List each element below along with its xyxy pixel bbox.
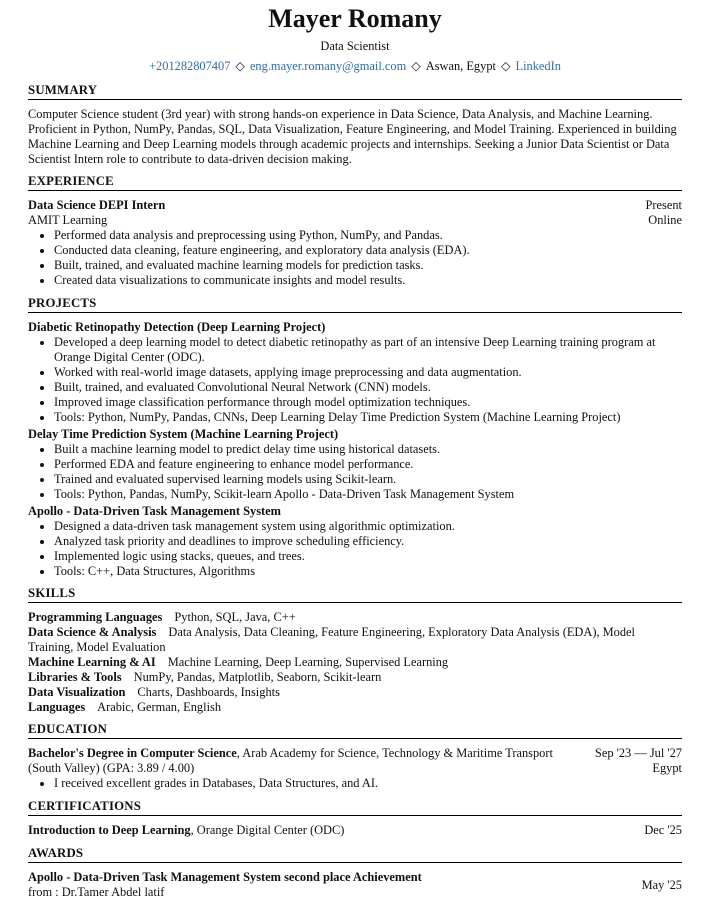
list-item: • Improved image classification performance through model optimization techniques. (54, 395, 682, 410)
list-item: • Designed a data-driven task management system using algorithmic optimization. (54, 519, 682, 534)
contact-line (28, 59, 682, 74)
skill-label: Data Visualization (28, 685, 126, 699)
job-title: Data Scientist (320, 39, 390, 53)
skill-value: Arabic, German, English (97, 700, 222, 714)
candidate-name: Mayer Romany (268, 4, 442, 33)
list-item: • Implemented logic using stacks, queues, and trees. (54, 549, 682, 564)
skill-label: Libraries & Tools (28, 670, 122, 684)
education-bullets (28, 776, 682, 791)
list-item: • Tools: C++, Data Structures, Algorithms (54, 564, 682, 579)
list-item: • I received excellent grades in Databases, Data Structures, and AI. (54, 776, 682, 791)
list-item: • Analyzed task priority and deadlines to improve scheduling efficiency. (54, 534, 682, 549)
list-item: • Trained and evaluated supervised learning models using Scikit-learn. (54, 472, 682, 487)
linkedin-link[interactable]: LinkedIn (515, 59, 561, 73)
separator-icon: ◇ (411, 59, 421, 73)
skill-row (28, 685, 682, 700)
award-name: Apollo - Data-Driven Task Management System second place Achievement (28, 870, 422, 884)
list-item: • Built, trained, and evaluated machine learning models for prediction tasks. (54, 258, 682, 273)
education-location: Egypt (652, 761, 682, 775)
summary-section (28, 82, 682, 167)
education-heading: EDUCATION (28, 721, 682, 739)
project-title: Diabetic Retinopathy Detection (Deep Learning Project) (28, 320, 326, 334)
experience-bullets (28, 228, 682, 288)
project-entry (28, 504, 682, 579)
certifications-section (28, 798, 682, 838)
projects-heading: PROJECTS (28, 295, 682, 313)
awards-section (28, 845, 682, 900)
skill-label: Machine Learning & AI (28, 655, 156, 669)
list-item: • Performed EDA and feature engineering to enhance model performance. (54, 457, 682, 472)
summary-heading: SUMMARY (28, 82, 682, 100)
skills-heading: SKILLS (28, 585, 682, 603)
experience-section (28, 173, 682, 288)
email-link[interactable]: eng.mayer.romany@gmail.com (249, 59, 407, 73)
list-item: • Tools: Python, NumPy, Pandas, CNNs, Deep Learning Delay Time Prediction System (Machine Learning Project) (54, 410, 682, 425)
experience-company: AMIT Learning (28, 213, 108, 227)
award-from: from : Dr.Tamer Abdel latif (28, 885, 165, 899)
certification-issuer: , Orange Digital Center (ODC) (190, 823, 345, 837)
project-title: Delay Time Prediction System (Machine Learning Project) (28, 427, 339, 441)
project-bullets (28, 442, 682, 502)
project-bullets (28, 335, 682, 425)
certifications-heading: CERTIFICATIONS (28, 798, 682, 816)
skill-value: Machine Learning, Deep Learning, Supervised Learning (167, 655, 449, 669)
list-item: • Conducted data cleaning, feature engineering, and exploratory data analysis (EDA). (54, 243, 682, 258)
separator-icon: ◇ (500, 59, 511, 73)
education-degree: Bachelor's Degree in Computer Science (28, 746, 237, 760)
project-entry (28, 427, 682, 502)
skill-value: Charts, Dashboards, Insights (137, 685, 280, 699)
skill-value: NumPy, Pandas, Matplotlib, Seaborn, Scikit-learn (133, 670, 382, 684)
phone-link[interactable]: +201282807407 (149, 59, 231, 73)
project-entry (28, 320, 682, 425)
skill-row (28, 700, 682, 715)
list-item: • Performed data analysis and preprocessing using Python, NumPy, and Pandas. (54, 228, 682, 243)
project-title: Apollo - Data-Driven Task Management System (28, 504, 281, 518)
education-degree-line (28, 746, 568, 776)
list-item: • Built a machine learning model to predict delay time using historical datasets. (54, 442, 682, 457)
education-section (28, 721, 682, 791)
skill-value: Python, SQL, Java, C++ (174, 610, 296, 624)
summary-text: Computer Science student (3rd year) with strong hands-on experience in Data Science, Data Analysis, and Machine Learning. Proficient in Python, NumPy, Pandas, SQL, Data Visualization, Feature Engineering, and Model Training. Experienced in building Machine Learning and Deep Learning models through academic projects and internships. Seeking a Junior Data Scientist or Data Scientist Intern role to contribute to data-driven decision making. (28, 107, 677, 166)
skill-row (28, 655, 682, 670)
projects-section (28, 295, 682, 579)
skill-row (28, 610, 682, 625)
certification-date: Dec '25 (644, 823, 682, 837)
list-item: • Tools: Python, Pandas, NumPy, Scikit-learn Apollo - Data-Driven Task Management System (54, 487, 682, 502)
skill-label: Data Science & Analysis (28, 625, 157, 639)
skill-label: Languages (28, 700, 86, 714)
location-text: Aswan, Egypt (425, 59, 496, 73)
list-item: • Worked with real-world image datasets, applying image preprocessing and data augmentation. (54, 365, 682, 380)
skills-section (28, 585, 682, 715)
education-dates: Sep '23 — Jul '27 (594, 746, 682, 760)
awards-heading: AWARDS (28, 845, 682, 863)
separator-icon: ◇ (235, 59, 245, 73)
certification-name: Introduction to Deep Learning (28, 823, 191, 837)
award-date: May '25 (641, 877, 682, 892)
experience-entry (28, 198, 682, 288)
experience-heading: EXPERIENCE (28, 173, 682, 191)
list-item: • Built, trained, and evaluated Convolutional Neural Network (CNN) models. (54, 380, 682, 395)
skill-row (28, 625, 682, 655)
education-institution: , Arab Academy for Science, Technology & Maritime Transport (South Valley) (GPA: 3.89 / 4.00) (28, 746, 553, 775)
experience-location: Online (648, 213, 682, 227)
skill-value: Data Analysis, Data Cleaning, Feature Engineering, Exploratory Data Analysis (EDA), Model Training, Model Evaluation (28, 625, 635, 654)
project-bullets (28, 519, 682, 579)
skill-row (28, 670, 682, 685)
skill-label: Programming Languages (28, 610, 163, 624)
certification-line (28, 823, 344, 838)
list-item: • Created data visualizations to communicate insights and model results. (54, 273, 682, 288)
experience-role: Data Science DEPI Intern (28, 198, 166, 212)
list-item: • Developed a deep learning model to detect diabetic retinopathy as part of an intensive Deep Learning training program at Orange Digital Center (ODC). (54, 335, 682, 365)
experience-date: Present (645, 198, 682, 212)
